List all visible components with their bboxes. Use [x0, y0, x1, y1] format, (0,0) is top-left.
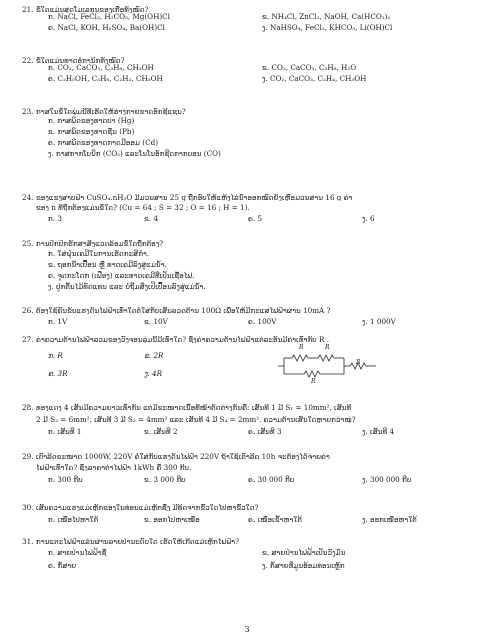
resistor-label: R [325, 344, 330, 351]
question-number: 25. [22, 239, 34, 248]
option-d[interactable]: ງ. ປູກຕົ້ນໄມ້ທົດແທນ ແລະ ບໍ່ຖິ້ມສິ່ງເປິເປື້ອນລົງສູ່ແມ່ນໍ້າ. [48, 282, 206, 292]
question-text: ຂອງແຂງສາບຟ້າ CuSO₄.nH₂O ມີມວນສານ 25 g ຖືກອົບໃຫ້ແຫ້ງໄລ່ນໍ້າອອກໝົດຍັງເຫຼືອມວນສານ 16 g ຄ່າ [36, 194, 353, 202]
question-number: 31. [22, 537, 34, 546]
question-text: ຂໍ້ໃດແມ່ນທາດອໍການິກທັງໝົດ? [36, 57, 125, 65]
option-d[interactable]: ງ. ເສັ້ນທີ 4 [362, 427, 395, 437]
option-d[interactable]: ງ. NaHSO₄, FeCl₃, KHCO₃, Li(OH)Cl [262, 23, 393, 33]
question-24 [22, 194, 480, 226]
question-22 [22, 57, 480, 86]
options-row [36, 549, 480, 560]
question-text-cont: ຂອງ n ທີ່ຖືກຕ້ອງແມ່ນຂໍ້ໃດ? (Cu = 64 ; S = 32 ; O = 16 ; H = 1). [36, 204, 250, 212]
question-number: 27. [22, 335, 34, 344]
option-c[interactable]: ຄ. ກາສພິດຂອງທາດກາດມີອອມ (Cd) [48, 138, 159, 148]
question-28 [22, 404, 480, 439]
question-number: 30. [22, 503, 34, 512]
question-number: 21. [22, 5, 34, 14]
option-a[interactable]: ກ. ກາສພິດຂອງທາດບາ (Hg) [48, 116, 135, 126]
options-row [36, 75, 480, 86]
option-d[interactable]: ງ. ອອກເໜືອຫາໃຕ້ [362, 515, 417, 525]
options-row [36, 476, 480, 487]
option-a[interactable]: ກ. 3 [48, 214, 62, 224]
option-b[interactable]: ຂ. 3 000 ກີບ [144, 475, 186, 485]
option-b[interactable]: ຂ. ສາຍປ່ານໄຟຟ້າເປັນວົງມົນ [262, 548, 346, 558]
option-a[interactable]: ກ. ໃສ່ຝຸ່ນເຄມີໃນການເຮັດກະສິກຳ. [48, 249, 150, 259]
option-a[interactable]: ກ. ເສັ້ນທີ 1 [48, 427, 82, 437]
option-c[interactable]: ຄ. ຈູດກະໂດກ (ເຟືອງ) ແລະທາດເຄມີທີ່ເປັນເຊື້ອໄຟ. [48, 271, 195, 281]
option-c[interactable]: ຄ. ເສັ້ນທີ 3 [248, 427, 282, 437]
question-number: 26. [22, 306, 34, 315]
option-b[interactable]: ຂ. 4 [144, 214, 159, 224]
resistor-label: R [356, 359, 361, 366]
option-a[interactable]: ກ. ສາຍປ່ານໄຟຟ້າຊື່ [48, 548, 107, 558]
question-number: 29. [22, 452, 34, 461]
question-31 [22, 538, 480, 573]
option-b[interactable]: ຂ. ກາສພິດຂອງທາດຊືນ (Pb) [48, 127, 135, 137]
option-a[interactable]: ກ. R [48, 351, 63, 360]
question-text: ຕ້ອງໃຊ້ຄົນຂັບແຮງດັນໄຟຟ້າເທົ່າໃດຕໍ່ໃສ່ກັບເສັ້ນລວດຕ້ານ 100Ω ເພື່ອໃຫ້ມີກະແສໄຟຟ້າຜ່ານ 10mA ? [36, 307, 331, 315]
question-text: ເສັ້ນຄວາມແຮງແມ່ເຫຼັກຂອງໃນທ່ອນແມ່ເຫຼັກຊື່ງ ມີທິດຈາກຂົ້ວໃດໄປຫາຂົ້ວໃດ? [36, 504, 259, 512]
option-b[interactable]: ຂ. CO₂, CaCO₃, C₃H₈, H₂O [262, 63, 357, 73]
option-c[interactable]: ຄ. 5 [248, 214, 263, 224]
options-row [36, 428, 480, 439]
option-c[interactable]: ຄ. ເໜືອເຂົ້າຫາໃຕ້ [248, 515, 302, 525]
option-a[interactable]: ກ. NaCl, FeCl₃, H₂CO₃, Mg(OH)Cl [48, 12, 170, 22]
option-d[interactable]: ງ. ກາສກາກໂບນິກ (CO₂) ແລະໂນໂນອັກຊີດກາກບອນ (CO) [48, 149, 221, 159]
resistor-label: R [311, 378, 316, 385]
option-d[interactable]: ງ. 1 000V [362, 317, 396, 327]
option-b[interactable]: ຂ. ຖອກນໍ້າເປື້ອນ ຫຼື ທາດເຄມີລົງສູ່ແມ່ນໍ້າ. [48, 260, 167, 270]
option-c[interactable]: ຄ. 3R [48, 369, 68, 378]
option-b[interactable]: ຂ. ອອກໄປຫາເໜືອ [144, 515, 200, 525]
options-row [36, 516, 480, 527]
question-text: ຄ່າຄວາມຕ້ານໄຟຟ້າລວມຂອງວົງຈອນລຸ່ມນີ້ມີເທົ່າໃດ? ຊຶ່ງຄ່າຄວາມຕ້ານໄຟຟ້າແຕ່ລະອັນມີຄ່າເທົ່າກັບ R . [36, 336, 330, 344]
question-text: ກາສໃນຂໍ້ໃດພຸ່ມນີ້ທີ່ເຮັດໃຫ້ຮ່າງກາຍຂາດອົກຊີແຊນ? [36, 108, 186, 116]
option-b[interactable]: ຂ. NH₄Cl, ZnCl₂, NaOH, Ca(HCO₃)₂ [262, 12, 391, 22]
question-text: ການປັກປັກຮັກສາສິ່ງແວດລ້ອມຂໍ້ໃດຖືກຕ້ອງ? [36, 240, 164, 248]
question-number: 24. [22, 193, 34, 202]
option-b[interactable]: ຂ. 2R [144, 351, 164, 360]
page-number: 3 [244, 625, 250, 634]
option-a[interactable]: ກ. CO₂, CaCO₃, C₃H₈, CH₃OH [48, 63, 154, 73]
option-b[interactable]: ຂ. ເສັ້ນທີ 2 [144, 427, 178, 437]
option-d[interactable]: ງ. 6 [362, 214, 375, 224]
option-d[interactable]: ງ. 300 000 ກີບ [362, 475, 412, 485]
question-text: ເຕົາລີດຂະໜາດ 1000W, 220V ຄໍ່ໃສ່ກັບແຮງດັນໄຟຟ້າ 220V ຖ້າໃຊ້ເຕົາລີດ 10h ຈະຕ້ອງໄດ້ຈ່າຍຄ່າ [36, 453, 330, 461]
question-number: 22. [22, 56, 34, 65]
option-c[interactable]: ຄ. 30 000 ກີບ [248, 475, 295, 485]
options-row [36, 24, 480, 35]
option-c[interactable]: ຄ. C₂H₅OH, C₃H₈, C₂H₂, CH₃OH [48, 74, 163, 84]
question-text-cont: ໄຟຟ້າເທົ່າໃດ? ຊຶ່ງລາຄາຕ່າໄຟຟ້າ 1kWh ຄື 300 ກີບ. [36, 464, 192, 472]
resistor-circuit-diagram [270, 346, 390, 386]
question-text: ການແຕະໄຟຟ້າແລ່ນຜ່ານລາຍປ່ານະດົບໃດ ເຮັດໃຫ້ເກີດແມ່ເຫຼັກໄຟຟ້າ? [36, 538, 239, 546]
question-26 [22, 307, 480, 329]
options-row [36, 318, 480, 329]
option-b[interactable]: ຂ. 10V [144, 317, 168, 327]
options-row [36, 562, 480, 573]
option-a[interactable]: ກ. ເໜືອໄປຫາໃຕ້ [48, 515, 99, 525]
question-30 [22, 504, 480, 527]
option-a[interactable]: ກ. 300 ກີບ [48, 475, 83, 485]
options-row [36, 215, 480, 226]
question-23 [22, 108, 480, 161]
option-c[interactable]: ຄ. ກໍ້ສາຍ [48, 561, 77, 571]
question-29 [22, 453, 480, 487]
option-a[interactable]: ກ. 1V [48, 317, 68, 327]
option-c[interactable]: ຄ. 100V [248, 317, 277, 327]
resistor-label: R [299, 344, 304, 351]
question-text-cont: 2 ມີ S₂ = 6mm², ເສັ້ນທີ 3 ມີ S₃ = 4mm² ແລະ ເສັ້ນທີ 4 ມີ S₄ = 2mm². ຄວາມຕ້ານເສັ້ນໃດຫຼາຍກວ່າໝູ່? [36, 416, 356, 424]
option-c[interactable]: ຄ. NaCl, KOH, H₂SO₄, Ba(OH)Cl [48, 23, 165, 33]
option-d[interactable]: ງ. 4R [144, 369, 163, 378]
question-25 [22, 240, 480, 294]
question-text: ຂໍ້ໃດແມ່ນສູດໂມເລກຸນຂອງເກືອທັງໝົດ? [36, 6, 149, 14]
question-number: 23. [22, 107, 34, 116]
question-27 [22, 336, 480, 400]
option-d[interactable]: ງ. ກໍ້ສາຍທີ່ມູນອ້ອມທ່ອນເຫຼັກ [262, 561, 345, 571]
question-text: ທອງແດງ 4 ເສັ້ນມີຄວາມຍາວເທົ່າກັນ ແຕ່ມີຂະໜາດເນື້ອທີ່ໜ້າຕັດຕ່າງກັນຄື: ເສັ້ນທີ 1 ມີ S₁ = 10mm², ເສັ້ນທີ [36, 404, 352, 412]
option-d[interactable]: ງ. CO₂, CaCO₃, C₂H₄, CH₃OH [262, 74, 367, 84]
question-number: 28. [22, 403, 34, 412]
question-21 [22, 6, 480, 35]
